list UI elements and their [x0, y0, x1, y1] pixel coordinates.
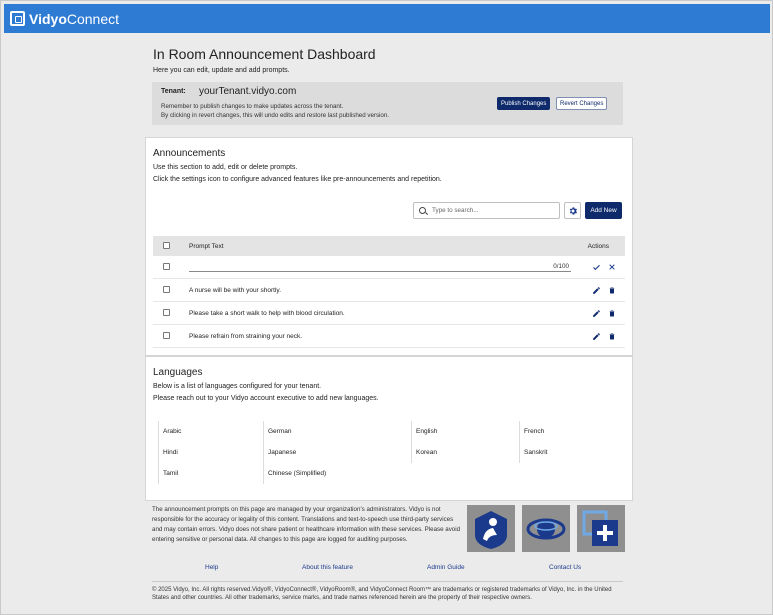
table-header: [153, 236, 625, 256]
language-item: Arabic: [158, 421, 263, 442]
new-prompt-input[interactable]: [189, 271, 571, 272]
edit-button[interactable]: [591, 331, 601, 341]
prompt-text: A nurse will be with your shortly.: [189, 287, 281, 294]
page-header: [145, 41, 633, 74]
announcements-title: Announcements: [153, 148, 226, 159]
top-bar: [4, 4, 770, 33]
prompts-table: [153, 236, 625, 348]
revert-note: By clicking in revert changes, this will undo edits and restore last published version.: [161, 112, 390, 119]
announcements-desc-2: Click the settings icon to configure advanced features like pre-announcements and repetition.: [153, 176, 442, 183]
languages-desc-2: Please reach out to your Vidyo account executive to add new languages.: [153, 395, 379, 402]
language-item: English: [411, 421, 519, 442]
person-partner-icon: [467, 505, 515, 552]
row-checkbox[interactable]: [163, 309, 170, 316]
character-counter: 0/100: [553, 263, 569, 270]
trash-icon: [608, 286, 616, 295]
footer-disclaimer: The announcement prompts on this page are managed by your organization's administrators. Vidyo is not responsible for the accuracy or legality of this content. Translations and text-to-speech use third-party services and may contain errors. Vidyo does not share patient or healthcare information with these services. Please avoid entering sensitive or personal data. All changes to this page are logged for auditing purposes.: [152, 506, 461, 543]
edit-button[interactable]: [591, 308, 601, 318]
edit-button[interactable]: [591, 285, 601, 295]
add-new-button[interactable]: Add New: [585, 202, 622, 219]
language-item: Hindi: [158, 442, 263, 463]
announcements-desc-1: Use this section to add, edit or delete prompts.: [153, 164, 298, 171]
row-checkbox[interactable]: [163, 263, 170, 270]
confirm-button[interactable]: [591, 262, 601, 272]
languages-desc-1: Below is a list of languages configured for your tenant.: [153, 383, 322, 390]
revert-changes-button[interactable]: Revert Changes: [556, 97, 607, 110]
delete-button[interactable]: [607, 331, 617, 341]
gear-icon: [568, 206, 578, 216]
about-feature-link[interactable]: About this feature: [302, 564, 353, 571]
page-subtitle: Here you can edit, update and add prompts.: [153, 67, 290, 74]
publish-changes-button[interactable]: Publish Changes: [497, 97, 550, 110]
brand-name: VidyoConnect: [29, 10, 120, 27]
pencil-icon: [592, 309, 601, 318]
page-title: In Room Announcement Dashboard: [153, 46, 376, 62]
admin-guide-link[interactable]: Admin Guide: [427, 564, 465, 571]
language-row: [158, 463, 622, 484]
vidyo-logo-icon: [10, 11, 25, 26]
announcements-card: [145, 137, 633, 356]
pencil-icon: [592, 332, 601, 341]
column-actions: Actions: [587, 243, 609, 250]
language-item: Sanskrit: [519, 442, 622, 463]
select-all-checkbox[interactable]: [163, 242, 170, 249]
delete-button[interactable]: [607, 308, 617, 318]
cancel-button[interactable]: [607, 262, 617, 272]
tenant-panel: [152, 82, 623, 125]
prompt-text: Please take a short walk to help with blood circulation.: [189, 310, 345, 317]
globe-partner-icon: [522, 505, 570, 552]
row-checkbox[interactable]: [163, 286, 170, 293]
trash-icon: [608, 309, 616, 318]
language-item: Tamil: [158, 463, 263, 484]
language-row: [158, 421, 622, 442]
table-row: [153, 302, 625, 325]
trash-icon: [608, 332, 616, 341]
language-item: Japanese: [263, 442, 411, 463]
table-row: [153, 279, 625, 302]
languages-card: [145, 356, 633, 501]
tenant-label: Tenant:: [161, 88, 186, 95]
search-box: [413, 202, 560, 219]
footer-divider: [152, 581, 623, 582]
row-checkbox[interactable]: [163, 332, 170, 339]
copyright-text: © 2025 Vidyo, Inc. All rights reserved.Vidyo®, VidyoConnect®, VidyoRoom®, and VidyoConnect Room™ are trademarks or registered trademarks of Vidyo, Inc. in the United States and other countries. All other trademarks, service marks, and trade names referenced herein are the property of their respective owners.: [152, 587, 612, 601]
contact-us-link[interactable]: Contact Us: [549, 564, 582, 571]
prompt-text: Please refrain from straining your neck.: [189, 333, 303, 340]
tenant-value: yourTenant.vidyo.com: [199, 86, 297, 97]
settings-button[interactable]: [564, 202, 581, 219]
languages-title: Languages: [153, 367, 203, 378]
language-item: French: [519, 421, 622, 442]
languages-list: [158, 421, 622, 484]
check-icon: [592, 263, 601, 272]
medical-cross-partner-icon: [577, 505, 625, 552]
search-input[interactable]: [432, 205, 552, 216]
close-icon: [608, 263, 616, 271]
publish-note: Remember to publish changes to make updates across the tenant.: [161, 103, 344, 110]
language-item: Korean: [411, 442, 519, 463]
footer-links: [152, 564, 623, 576]
table-row: [153, 325, 625, 348]
language-row: [158, 442, 622, 463]
new-prompt-row: [153, 256, 625, 279]
language-item: Chinese (Simplified): [263, 463, 411, 484]
column-prompt-text: Prompt Text: [189, 243, 224, 250]
language-item: German: [263, 421, 411, 442]
help-link[interactable]: Help: [205, 564, 219, 571]
pencil-icon: [592, 286, 601, 295]
search-icon: [419, 207, 426, 214]
delete-button[interactable]: [607, 285, 617, 295]
